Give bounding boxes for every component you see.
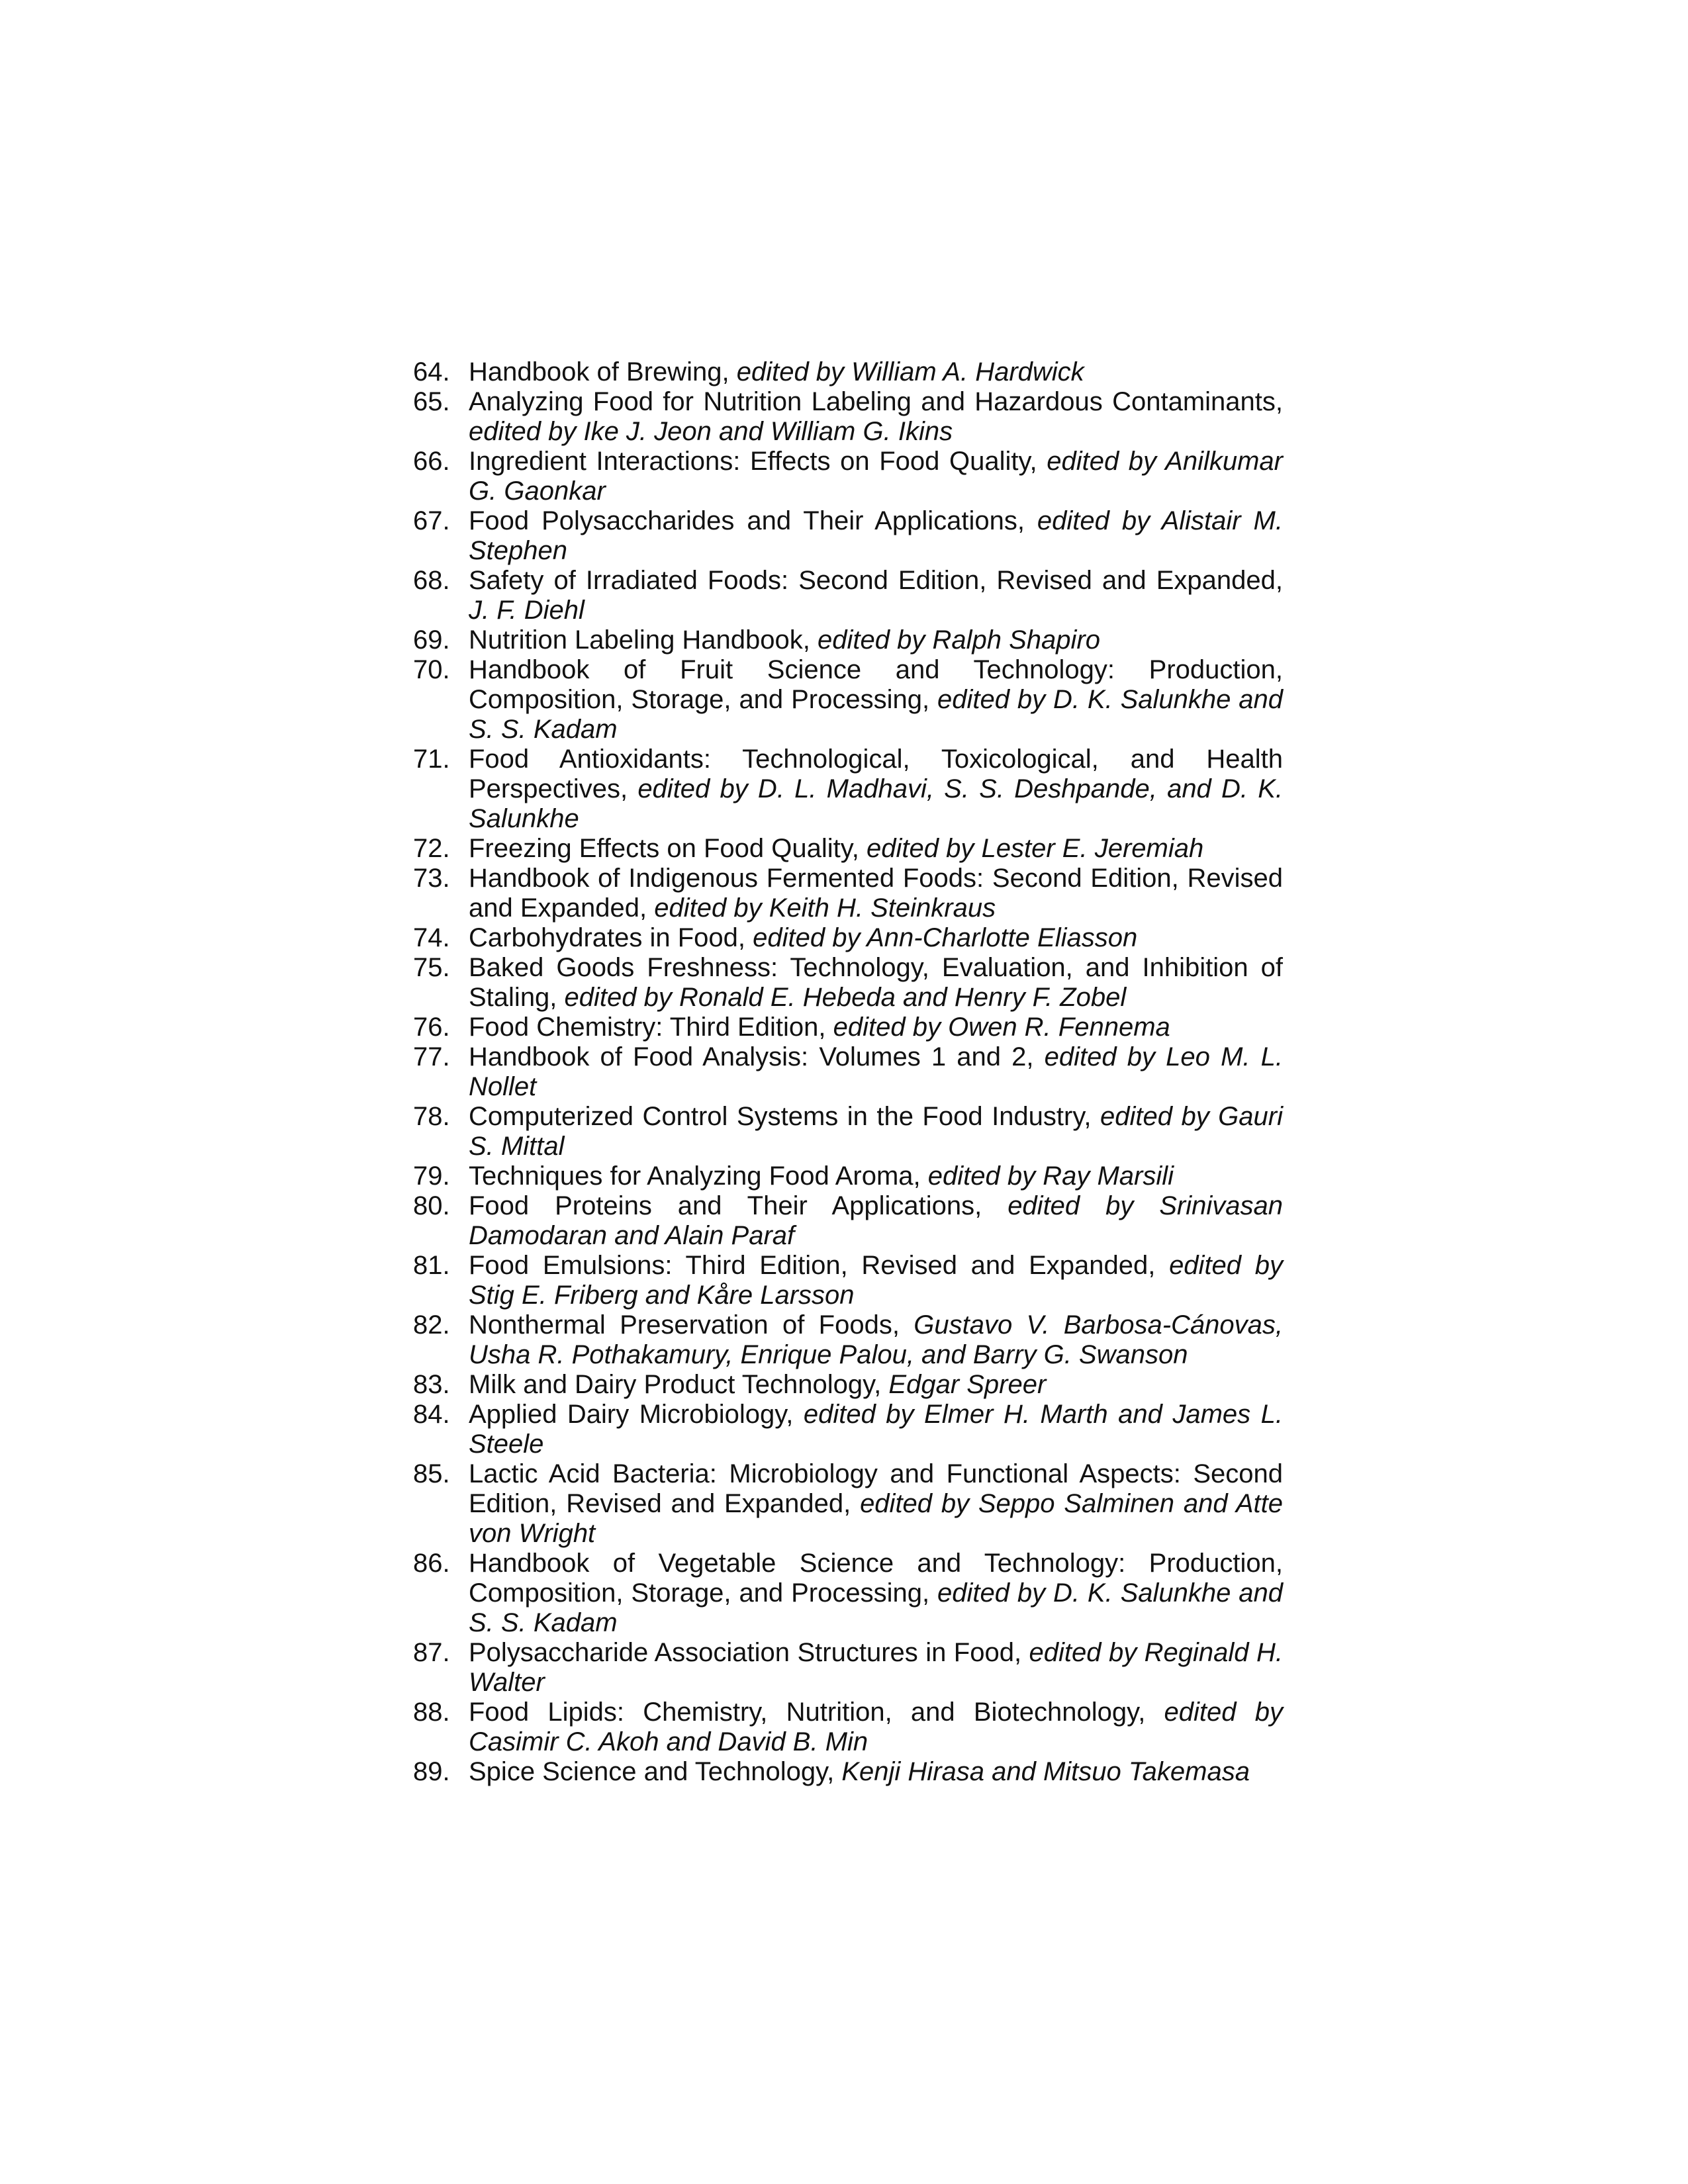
list-item [413, 1459, 1283, 1549]
list-item [413, 357, 1283, 387]
entry-number: 72. [413, 834, 450, 863]
list-item [413, 1102, 1283, 1161]
entry-title: Polysaccharide Association Structures in Food, [469, 1638, 1022, 1667]
list-item [413, 834, 1283, 864]
list-item [413, 953, 1283, 1013]
list-item [413, 1161, 1283, 1191]
entry-author: edited by D. L. Madhavi, S. S. Deshpande, and D. K. Salunkhe [469, 774, 1283, 833]
entry-author: Gustavo V. Barbosa-Cánovas, Usha R. Pothakamury, Enrique Palou, and Barry G. Swanson [469, 1310, 1283, 1369]
entry-author: edited by Ronald E. Hebeda and Henry F. Zobel [564, 983, 1127, 1012]
entry-title: Nonthermal Preservation of Foods, [469, 1310, 900, 1340]
entry-author: edited by Stig E. Friberg and Kåre Larsson [469, 1251, 1283, 1310]
entry-author: edited by Srinivasan Damodaran and Alain Paraf [469, 1191, 1283, 1250]
list-item [413, 655, 1283, 745]
entry-author: edited by Owen R. Fennema [833, 1013, 1170, 1042]
list-item [413, 1191, 1283, 1251]
list-item [413, 506, 1283, 566]
entry-title: Analyzing Food for Nutrition Labeling and Hazardous Contaminants, [469, 387, 1283, 416]
entry-number: 64. [413, 357, 450, 387]
entry-number: 68. [413, 566, 450, 595]
entry-number: 80. [413, 1191, 450, 1220]
entry-title: Food Chemistry: Third Edition, [469, 1013, 826, 1042]
list-item [413, 1251, 1283, 1310]
list-item [413, 745, 1283, 834]
book-series-list [413, 357, 1283, 1787]
list-item [413, 1370, 1283, 1400]
entry-number: 65. [413, 387, 450, 416]
list-item [413, 566, 1283, 625]
list-item [413, 1042, 1283, 1102]
entry-number: 70. [413, 655, 450, 684]
entry-author: edited by Elmer H. Marth and James L. Steele [469, 1400, 1283, 1459]
entry-title: Safety of Irradiated Foods: Second Edition, Revised and Expanded, [469, 566, 1283, 595]
entry-number: 84. [413, 1400, 450, 1429]
entry-author: edited by Ralph Shapiro [818, 625, 1100, 655]
entry-author: edited by William A. Hardwick [736, 357, 1084, 387]
entry-number: 77. [413, 1042, 450, 1071]
entry-number: 86. [413, 1549, 450, 1578]
entry-number: 71. [413, 745, 450, 774]
entry-title: Ingredient Interactions: Effects on Food Quality, [469, 447, 1037, 476]
entry-title: Nutrition Labeling Handbook, [469, 625, 810, 655]
entry-title: Freezing Effects on Food Quality, [469, 834, 859, 863]
entry-title: Food Lipids: Chemistry, Nutrition, and Biotechnology, [469, 1698, 1146, 1727]
entry-title: Techniques for Analyzing Food Aroma, [469, 1161, 921, 1191]
entry-author: edited by Reginald H. Walter [469, 1638, 1283, 1697]
entry-author: edited by Ray Marsili [927, 1161, 1174, 1191]
list-item [413, 1013, 1283, 1042]
entry-author: edited by Lester E. Jeremiah [867, 834, 1204, 863]
entry-title: Food Polysaccharides and Their Applications, [469, 506, 1025, 535]
list-item [413, 1638, 1283, 1698]
entry-author: J. F. Diehl [469, 596, 585, 625]
entry-author: edited by Alistair M. Stephen [469, 506, 1283, 565]
entry-author: Kenji Hirasa and Mitsuo Takemasa [841, 1757, 1250, 1786]
list-item [413, 1400, 1283, 1459]
entry-number: 81. [413, 1251, 450, 1280]
entry-title: Handbook of Vegetable Science and Technology: Production, Composition, Storage, and Processing, [469, 1549, 1283, 1608]
list-item [413, 1549, 1283, 1638]
list-item [413, 1698, 1283, 1757]
entry-author: edited by Gauri S. Mittal [469, 1102, 1283, 1161]
entry-title: Food Antioxidants: Technological, Toxicological, and Health Perspectives, [469, 745, 1283, 803]
entry-author: edited by Keith H. Steinkraus [654, 893, 996, 923]
entry-number: 83. [413, 1370, 450, 1399]
entry-title: Milk and Dairy Product Technology, [469, 1370, 882, 1399]
entry-title: Applied Dairy Microbiology, [469, 1400, 794, 1429]
entry-title: Food Proteins and Their Applications, [469, 1191, 982, 1220]
list-item [413, 923, 1283, 953]
entry-author: edited by Ann-Charlotte Eliasson [753, 923, 1138, 952]
entry-number: 69. [413, 625, 450, 655]
entry-title: Handbook of Brewing, [469, 357, 729, 387]
list-item [413, 625, 1283, 655]
entry-author: edited by Anilkumar G. Gaonkar [469, 447, 1283, 506]
entry-title: Baked Goods Freshness: Technology, Evaluation, and Inhibition of Staling, [469, 953, 1283, 1012]
entry-author: Edgar Spreer [888, 1370, 1047, 1399]
entry-number: 74. [413, 923, 450, 952]
entry-author: edited by Seppo Salminen and Atte von Wright [469, 1489, 1284, 1548]
entry-number: 79. [413, 1161, 450, 1191]
list-item [413, 1310, 1283, 1370]
entry-title: Handbook of Indigenous Fermented Foods: Second Edition, Revised and Expanded, [469, 864, 1283, 923]
entry-author: edited by Casimir C. Akoh and David B. Min [469, 1698, 1283, 1756]
entry-title: Carbohydrates in Food, [469, 923, 746, 952]
entry-number: 87. [413, 1638, 450, 1667]
entry-author: edited by Ike J. Jeon and William G. Ikins [469, 417, 953, 446]
entry-number: 89. [413, 1757, 450, 1786]
entry-author: edited by D. K. Salunkhe and S. S. Kadam [469, 685, 1283, 744]
list-item [413, 447, 1283, 506]
entry-number: 88. [413, 1698, 450, 1727]
entry-number: 82. [413, 1310, 450, 1340]
entry-number: 73. [413, 864, 450, 893]
entry-author: edited by Leo M. L. Nollet [469, 1042, 1284, 1101]
entry-title: Food Emulsions: Third Edition, Revised and Expanded, [469, 1251, 1156, 1280]
entry-title: Computerized Control Systems in the Food Industry, [469, 1102, 1092, 1131]
entry-title: Spice Science and Technology, [469, 1757, 835, 1786]
list-item [413, 387, 1283, 447]
entry-number: 78. [413, 1102, 450, 1131]
entry-number: 75. [413, 953, 450, 982]
entry-title: Lactic Acid Bacteria: Microbiology and Functional Aspects: Second Edition, Revised and Expanded, [469, 1459, 1283, 1518]
entry-number: 76. [413, 1013, 450, 1042]
entry-number: 67. [413, 506, 450, 535]
entry-author: edited by D. K. Salunkhe and S. S. Kadam [469, 1578, 1283, 1637]
entry-number: 66. [413, 447, 450, 476]
entry-number: 85. [413, 1459, 450, 1488]
list-item [413, 1757, 1283, 1787]
entry-title: Handbook of Food Analysis: Volumes 1 and 2, [469, 1042, 1034, 1071]
entry-title: Handbook of Fruit Science and Technology: Production, Composition, Storage, and Processing, [469, 655, 1283, 714]
list-item [413, 864, 1283, 923]
